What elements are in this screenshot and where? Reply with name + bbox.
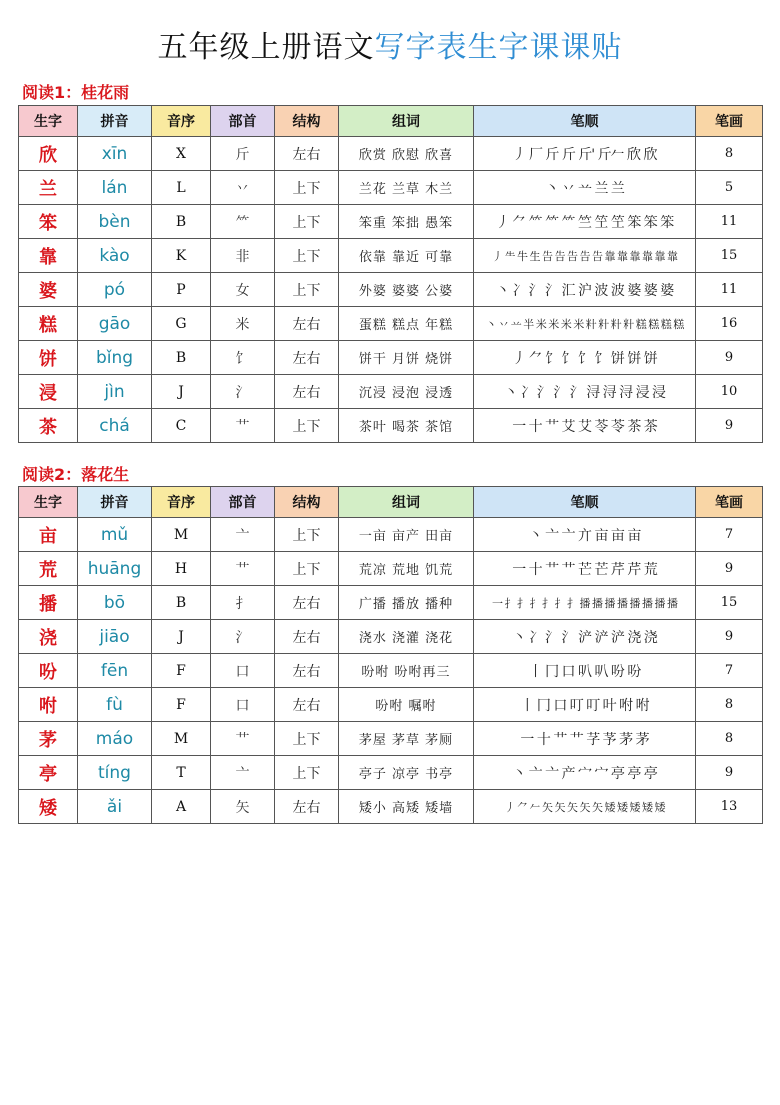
cell-pinyin: lán <box>78 171 152 205</box>
table-row <box>19 654 763 688</box>
cell-stroke-order: 丨 冂 口 叮 叮 叶 咐 咐 <box>474 688 696 722</box>
cell-strokes: 15 <box>696 239 763 273</box>
header-strokes: 笔画 <box>696 487 763 518</box>
cell-char: 亭 <box>19 756 78 790</box>
cell-index: K <box>152 239 211 273</box>
cell-strokes: 9 <box>696 620 763 654</box>
cell-index: T <box>152 756 211 790</box>
cell-radical: 氵 <box>211 620 275 654</box>
cell-words: 吩咐 嘱咐 <box>339 688 474 722</box>
cell-radical: 矢 <box>211 790 275 824</box>
cell-index: J <box>152 620 211 654</box>
cell-words: 笨重 笨拙 愚笨 <box>339 205 474 239</box>
table-row <box>19 620 763 654</box>
cell-char: 婆 <box>19 273 78 307</box>
cell-pinyin: pó <box>78 273 152 307</box>
table-row <box>19 171 763 205</box>
cell-pinyin: bō <box>78 586 152 620</box>
page-title <box>0 22 780 66</box>
cell-radical: 口 <box>211 654 275 688</box>
cell-strokes: 10 <box>696 375 763 409</box>
cell-words: 沉浸 浸泡 浸透 <box>339 375 474 409</box>
cell-index: M <box>152 518 211 552</box>
table-header-row <box>19 487 763 518</box>
cell-pinyin: jìn <box>78 375 152 409</box>
header-pinyin: 拼音 <box>78 487 152 518</box>
cell-radical: 口 <box>211 688 275 722</box>
cell-strokes: 16 <box>696 307 763 341</box>
cell-pinyin: máo <box>78 722 152 756</box>
cell-radical: 氵 <box>211 375 275 409</box>
table-row <box>19 790 763 824</box>
header-index: 音序 <box>152 487 211 518</box>
cell-words: 蛋糕 糕点 年糕 <box>339 307 474 341</box>
cell-index: B <box>152 586 211 620</box>
cell-words: 欣赏 欣慰 欣喜 <box>339 137 474 171</box>
cell-pinyin: jiāo <box>78 620 152 654</box>
cell-stroke-order: 丶 丷 䒑 半 米 米 米 米 籵 籵 籵 籵 糕 糕 糕 糕 <box>474 307 696 341</box>
cell-words: 吩咐 吩咐再三 <box>339 654 474 688</box>
table-row <box>19 239 763 273</box>
cell-stroke-order: 丿 ⺈ 𠂉 矢 矢 矢 矢 矢 矮 矮 矮 矮 矮 <box>474 790 696 824</box>
cell-words: 饼干 月饼 烧饼 <box>339 341 474 375</box>
cell-char: 饼 <box>19 341 78 375</box>
cell-index: F <box>152 688 211 722</box>
cell-pinyin: bèn <box>78 205 152 239</box>
table-row <box>19 137 763 171</box>
cell-char: 茶 <box>19 409 78 443</box>
header-stroke-order: 笔顺 <box>474 487 696 518</box>
cell-stroke-order: 丿 ⺧ 牛 生 告 告 告 告 告 靠 靠 靠 靠 靠 靠 <box>474 239 696 273</box>
table-row <box>19 307 763 341</box>
cell-strokes: 9 <box>696 409 763 443</box>
cell-words: 广播 播放 播种 <box>339 586 474 620</box>
cell-strokes: 9 <box>696 341 763 375</box>
cell-words: 矮小 高矮 矮墙 <box>339 790 474 824</box>
cell-pinyin: chá <box>78 409 152 443</box>
cell-stroke-order: 一 十 艹 艹 芒 芒 芹 芹 荒 <box>474 552 696 586</box>
cell-index: M <box>152 722 211 756</box>
table-header-row <box>19 106 763 137</box>
cell-structure: 上下 <box>275 756 339 790</box>
cell-radical: 米 <box>211 307 275 341</box>
cell-char: 茅 <box>19 722 78 756</box>
table-row <box>19 756 763 790</box>
cell-index: G <box>152 307 211 341</box>
cell-radical: ⺮ <box>211 205 275 239</box>
cell-structure: 上下 <box>275 518 339 552</box>
cell-pinyin: mǔ <box>78 518 152 552</box>
section-title-2: 阅读2：落花生 <box>22 465 130 484</box>
table-row <box>19 688 763 722</box>
cell-words: 茶叶 喝茶 茶馆 <box>339 409 474 443</box>
cell-stroke-order: 丿 厂 斤 斤 斤' 斤𠂉 欣 欣 <box>474 137 696 171</box>
cell-stroke-order: 一 十 艹 艹 芓 芧 茅 茅 <box>474 722 696 756</box>
cell-words: 兰花 兰草 木兰 <box>339 171 474 205</box>
cell-stroke-order: 丶 亠 亠 亣 亩 亩 亩 <box>474 518 696 552</box>
cell-pinyin: kào <box>78 239 152 273</box>
cell-index: P <box>152 273 211 307</box>
cell-char: 矮 <box>19 790 78 824</box>
cell-char: 荒 <box>19 552 78 586</box>
cell-structure: 左右 <box>275 341 339 375</box>
table-row <box>19 341 763 375</box>
header-structure: 结构 <box>275 106 339 137</box>
cell-structure: 上下 <box>275 171 339 205</box>
cell-stroke-order: 丶 丷 䒑 兰 兰 <box>474 171 696 205</box>
cell-char: 糕 <box>19 307 78 341</box>
cell-strokes: 11 <box>696 273 763 307</box>
cell-radical: 艹 <box>211 722 275 756</box>
header-words: 组词 <box>339 106 474 137</box>
title-part1: 五年级上册语文 <box>157 30 375 65</box>
cell-char: 播 <box>19 586 78 620</box>
cell-strokes: 9 <box>696 756 763 790</box>
cell-radical: 斤 <box>211 137 275 171</box>
cell-strokes: 11 <box>696 205 763 239</box>
cell-strokes: 8 <box>696 688 763 722</box>
cell-strokes: 13 <box>696 790 763 824</box>
cell-structure: 上下 <box>275 239 339 273</box>
cell-char: 亩 <box>19 518 78 552</box>
cell-radical: 丷 <box>211 171 275 205</box>
cell-char: 兰 <box>19 171 78 205</box>
cell-structure: 左右 <box>275 620 339 654</box>
cell-pinyin: xīn <box>78 137 152 171</box>
cell-words: 外婆 婆婆 公婆 <box>339 273 474 307</box>
cell-strokes: 8 <box>696 722 763 756</box>
header-stroke-order: 笔顺 <box>474 106 696 137</box>
cell-index: F <box>152 654 211 688</box>
header-char: 生字 <box>19 487 78 518</box>
cell-radical: 扌 <box>211 586 275 620</box>
cell-pinyin: huāng <box>78 552 152 586</box>
header-structure: 结构 <box>275 487 339 518</box>
cell-index: B <box>152 341 211 375</box>
header-pinyin: 拼音 <box>78 106 152 137</box>
cell-structure: 上下 <box>275 273 339 307</box>
cell-char: 笨 <box>19 205 78 239</box>
table-row <box>19 552 763 586</box>
table-row <box>19 518 763 552</box>
cell-words: 一亩 亩产 田亩 <box>339 518 474 552</box>
cell-strokes: 5 <box>696 171 763 205</box>
cell-index: C <box>152 409 211 443</box>
cell-char: 浇 <box>19 620 78 654</box>
cell-structure: 左右 <box>275 307 339 341</box>
cell-index: H <box>152 552 211 586</box>
cell-structure: 左右 <box>275 654 339 688</box>
header-strokes: 笔画 <box>696 106 763 137</box>
cell-structure: 上下 <box>275 205 339 239</box>
header-char: 生字 <box>19 106 78 137</box>
word-table-2 <box>18 486 763 824</box>
cell-structure: 左右 <box>275 688 339 722</box>
cell-structure: 左右 <box>275 137 339 171</box>
cell-char: 吩 <box>19 654 78 688</box>
cell-stroke-order: 丿 ⺈ 饣 饣 饣 饣 饼 饼 饼 <box>474 341 696 375</box>
cell-stroke-order: 丿 ⺈ ⺮ ⺮ ⺮ 竺 笁 笁 笨 笨 笨 <box>474 205 696 239</box>
cell-strokes: 15 <box>696 586 763 620</box>
cell-strokes: 7 <box>696 654 763 688</box>
table-row <box>19 409 763 443</box>
cell-pinyin: tíng <box>78 756 152 790</box>
header-radical: 部首 <box>211 106 275 137</box>
word-table-1 <box>18 105 763 443</box>
cell-radical: 亠 <box>211 518 275 552</box>
cell-stroke-order: 丶 冫 氵 氵 氵 浔 浔 浔 浸 浸 <box>474 375 696 409</box>
cell-words: 茅屋 茅草 茅厕 <box>339 722 474 756</box>
table-row <box>19 722 763 756</box>
cell-radical: 饣 <box>211 341 275 375</box>
header-radical: 部首 <box>211 487 275 518</box>
cell-stroke-order: 丶 冫 氵 氵 浐 浐 浐 浇 浇 <box>474 620 696 654</box>
cell-radical: 女 <box>211 273 275 307</box>
cell-index: L <box>152 171 211 205</box>
cell-stroke-order: 丶 亠 亠 产 宀 宀 亭 亭 亭 <box>474 756 696 790</box>
cell-char: 靠 <box>19 239 78 273</box>
cell-strokes: 7 <box>696 518 763 552</box>
title-part2: 写字表生字课课贴 <box>374 30 623 65</box>
cell-char: 欣 <box>19 137 78 171</box>
cell-strokes: 8 <box>696 137 763 171</box>
cell-pinyin: gāo <box>78 307 152 341</box>
cell-radical: 艹 <box>211 409 275 443</box>
cell-radical: 非 <box>211 239 275 273</box>
cell-pinyin: ǎi <box>78 790 152 824</box>
cell-structure: 左右 <box>275 586 339 620</box>
cell-structure: 上下 <box>275 722 339 756</box>
header-index: 音序 <box>152 106 211 137</box>
cell-words: 依靠 靠近 可靠 <box>339 239 474 273</box>
cell-pinyin: fēn <box>78 654 152 688</box>
section-title-1: 阅读1：桂花雨 <box>22 83 130 102</box>
cell-pinyin: bǐng <box>78 341 152 375</box>
cell-stroke-order: 丨 冂 口 叭 叭 吩 吩 <box>474 654 696 688</box>
cell-words: 荒凉 荒地 饥荒 <box>339 552 474 586</box>
cell-index: A <box>152 790 211 824</box>
cell-char: 咐 <box>19 688 78 722</box>
cell-radical: 亠 <box>211 756 275 790</box>
cell-structure: 上下 <box>275 409 339 443</box>
cell-strokes: 9 <box>696 552 763 586</box>
cell-index: X <box>152 137 211 171</box>
cell-stroke-order: 一 扌 扌 扌 扌 扌 扌 播 播 播 播 播 播 播 播 <box>474 586 696 620</box>
cell-words: 亭子 凉亭 书亭 <box>339 756 474 790</box>
table-row <box>19 375 763 409</box>
header-words: 组词 <box>339 487 474 518</box>
table-row <box>19 586 763 620</box>
cell-structure: 左右 <box>275 790 339 824</box>
cell-index: B <box>152 205 211 239</box>
cell-char: 浸 <box>19 375 78 409</box>
cell-stroke-order: 丶 冫 氵 氵 汇 沪 波 波 婆 婆 婆 <box>474 273 696 307</box>
cell-structure: 左右 <box>275 375 339 409</box>
cell-pinyin: fù <box>78 688 152 722</box>
table-row <box>19 273 763 307</box>
cell-words: 浇水 浇灌 浇花 <box>339 620 474 654</box>
table-row <box>19 205 763 239</box>
cell-radical: 艹 <box>211 552 275 586</box>
cell-structure: 上下 <box>275 552 339 586</box>
cell-stroke-order: 一 十 艹 艾 艾 苓 苓 茶 茶 <box>474 409 696 443</box>
cell-index: J <box>152 375 211 409</box>
